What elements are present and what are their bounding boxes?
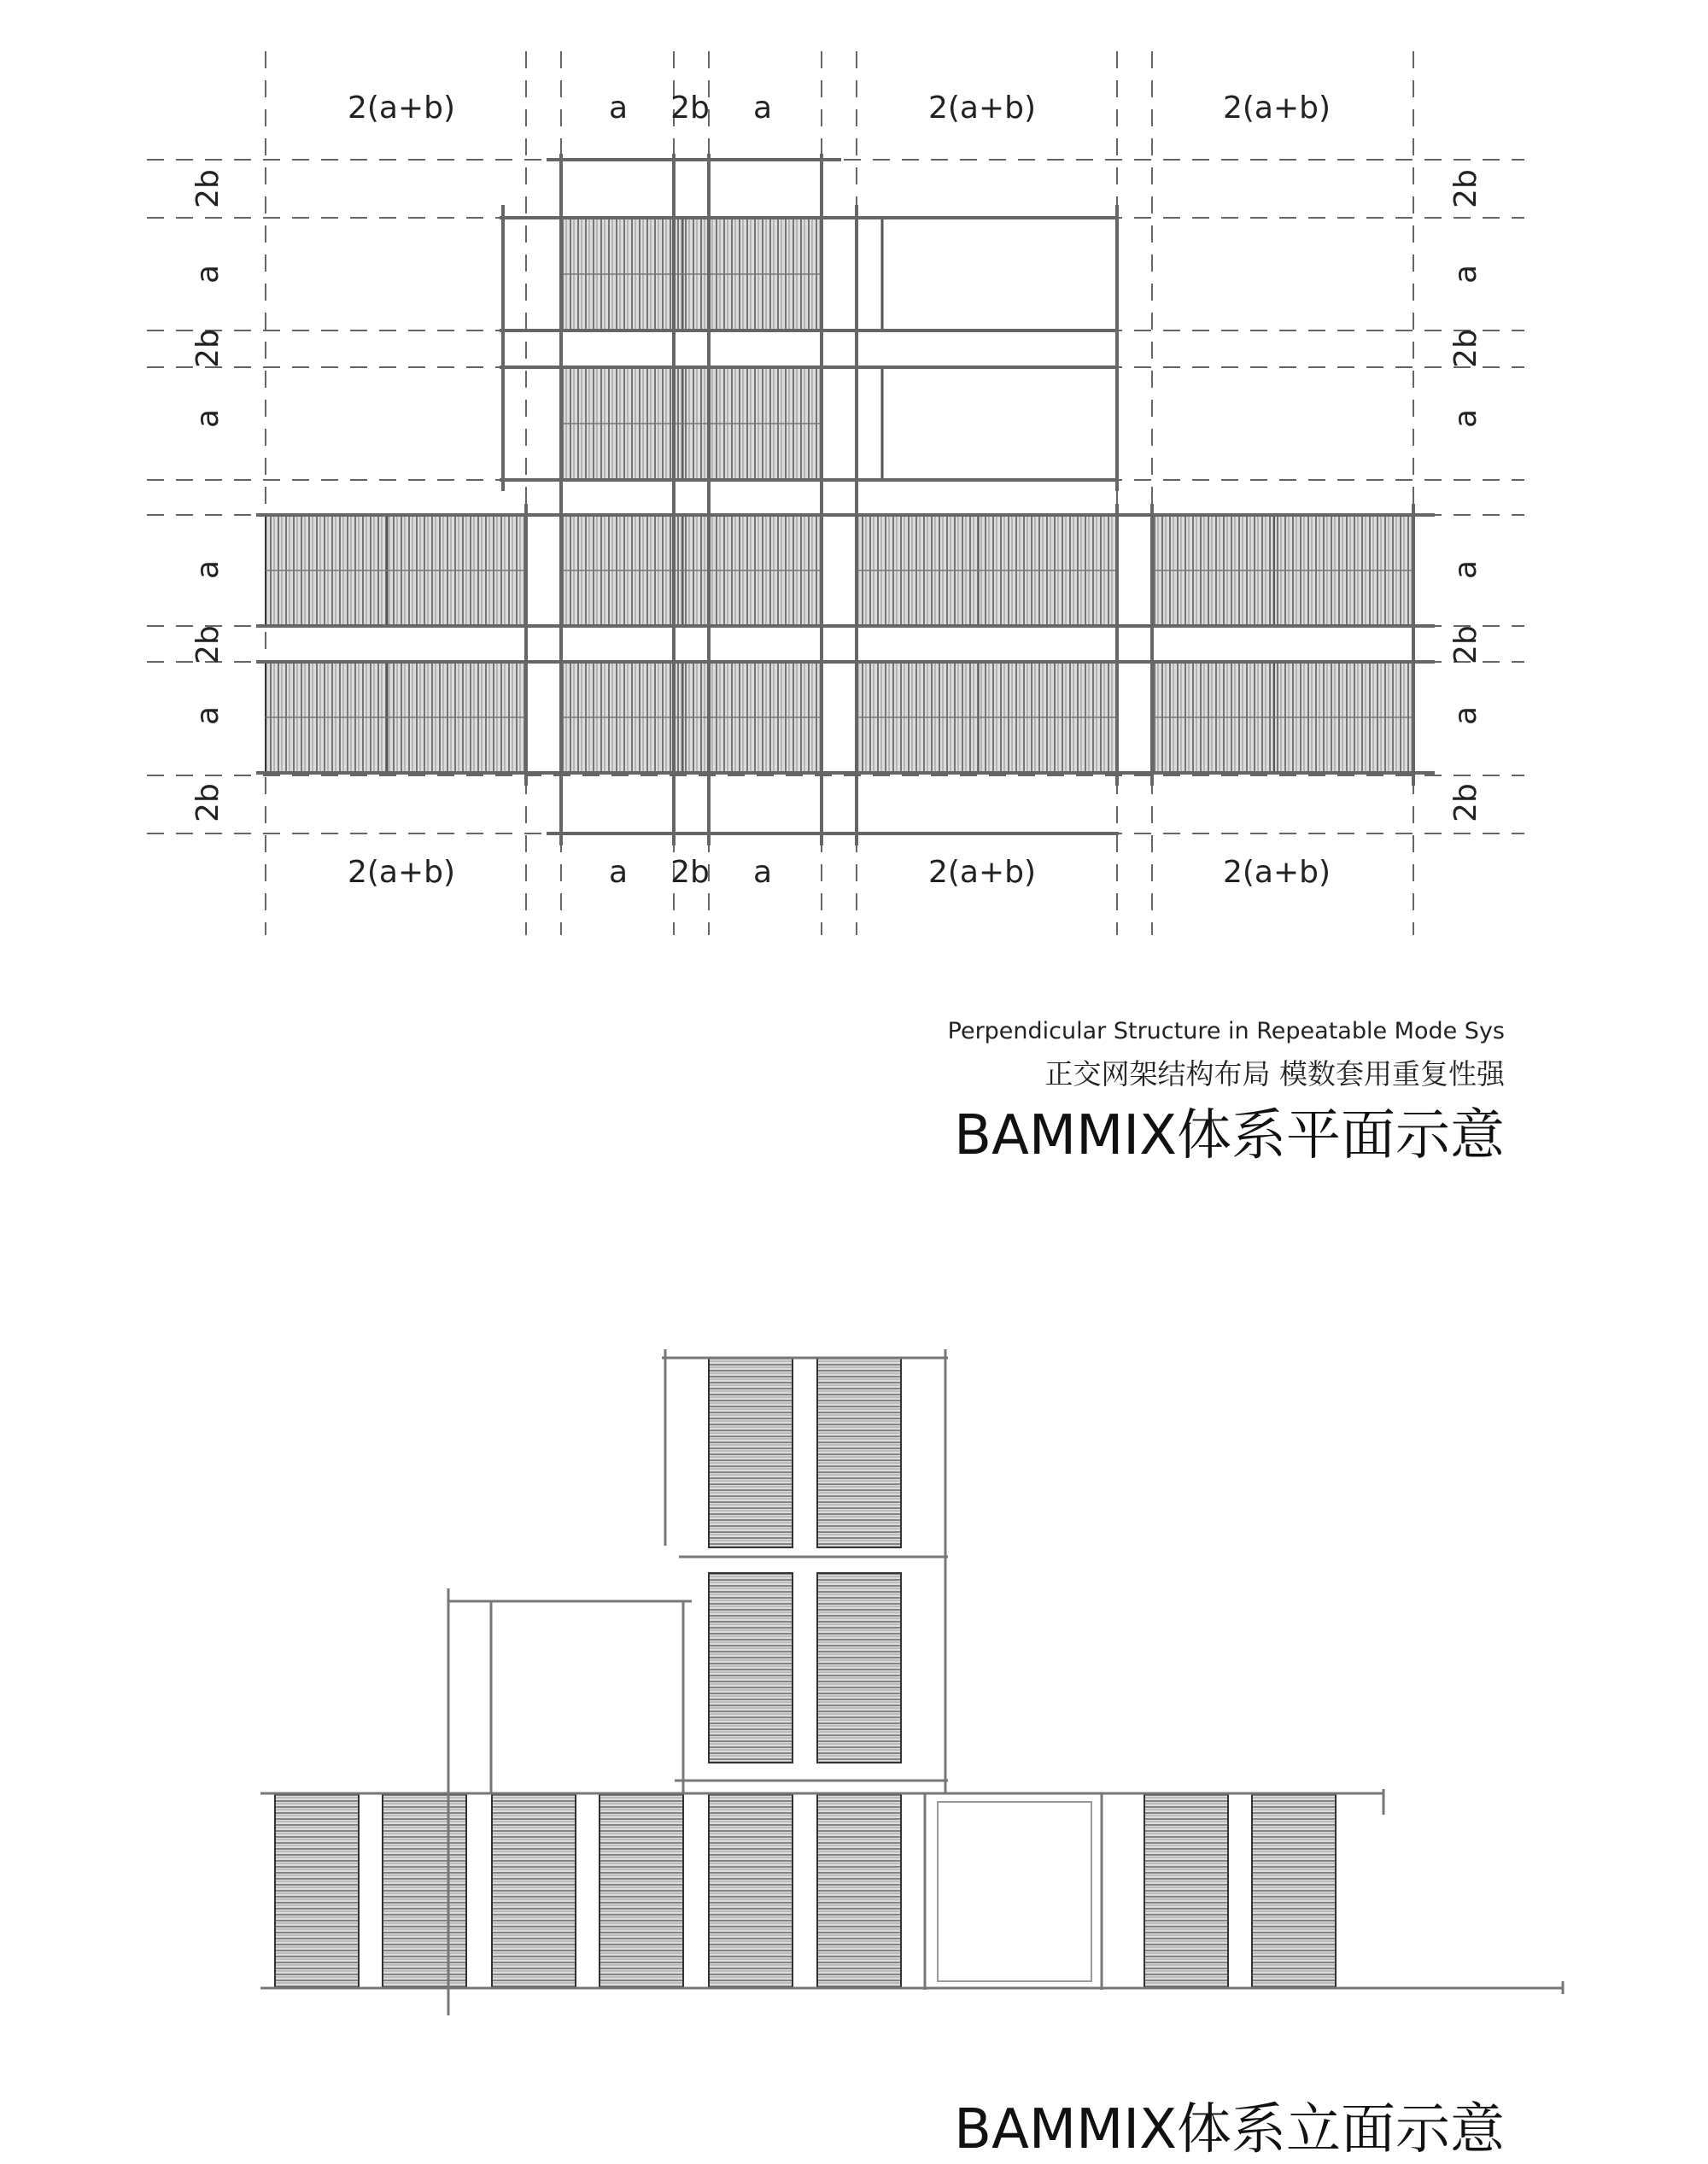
elevation-panel [709, 1793, 793, 1988]
elevation-panel [1252, 1793, 1336, 1988]
right-dim-label: a [1448, 264, 1483, 284]
right-dim-label: a [1448, 408, 1483, 429]
elevation-panel [492, 1793, 576, 1988]
elevation-panel [709, 1358, 793, 1547]
plan-title: BAMMIX体系平面示意 [954, 1104, 1505, 1167]
bottom-dim-3: 2b [670, 855, 710, 890]
top-dim-4: a [752, 91, 773, 126]
open-bay [938, 1802, 1091, 1981]
bottom-dim-4: a [752, 855, 773, 890]
bottom-dim-5: 2(a+b) [927, 855, 1037, 890]
top-dim-1: 2(a+b) [347, 91, 456, 126]
left-dim-label: 2b [190, 329, 225, 368]
open-frame-bay [882, 367, 1117, 480]
right-dimension-labels [1448, 169, 1483, 822]
english-caption: Perpendicular Structure in Repeatable Mode Sys [947, 1018, 1505, 1044]
elevation-panels [275, 1358, 1336, 1988]
plan-vertical-gridlines [266, 51, 1413, 935]
left-dim-label: 2b [190, 625, 225, 664]
plan-panels [266, 218, 1413, 773]
left-dim-label: a [190, 408, 225, 429]
top-dim-5: 2(a+b) [927, 91, 1037, 126]
right-dim-label: 2b [1448, 625, 1483, 664]
top-dim-3: 2b [670, 91, 710, 126]
elevation-panel [275, 1793, 359, 1988]
elevation-panel [600, 1793, 683, 1988]
left-dim-label: 2b [190, 783, 225, 822]
top-dim-6: 2(a+b) [1222, 91, 1331, 126]
left-dimension-labels [190, 169, 225, 822]
left-dim-label: a [190, 264, 225, 284]
bottom-dim-1: 2(a+b) [347, 855, 456, 890]
elevation-panel [817, 1793, 901, 1988]
left-dim-label: 2b [190, 169, 225, 208]
elevation-panel [817, 1573, 901, 1763]
elevation-panel [383, 1793, 466, 1988]
open-frame-bay [882, 218, 1117, 330]
plan-view [147, 51, 1524, 935]
left-dim-label: a [190, 559, 225, 580]
top-dim-2: a [608, 91, 629, 126]
chinese-caption: 正交网架结构布局 模数套用重复性强 [1044, 1057, 1505, 1091]
elevation-view [260, 1349, 1563, 2015]
right-dim-label: a [1448, 559, 1483, 580]
elevation-panel [817, 1358, 901, 1547]
bottom-dim-6: 2(a+b) [1222, 855, 1331, 890]
right-dim-label: a [1448, 705, 1483, 726]
right-dim-label: 2b [1448, 169, 1483, 208]
bottom-dim-2: a [608, 855, 629, 890]
right-dim-label: 2b [1448, 329, 1483, 368]
right-dim-label: 2b [1448, 783, 1483, 822]
elevation-panel [709, 1573, 793, 1763]
plan-open-frames [882, 218, 1117, 480]
elevation-panel [1144, 1793, 1228, 1988]
left-dim-label: a [190, 705, 225, 726]
elevation-title: BAMMIX体系立面示意 [954, 2098, 1505, 2161]
